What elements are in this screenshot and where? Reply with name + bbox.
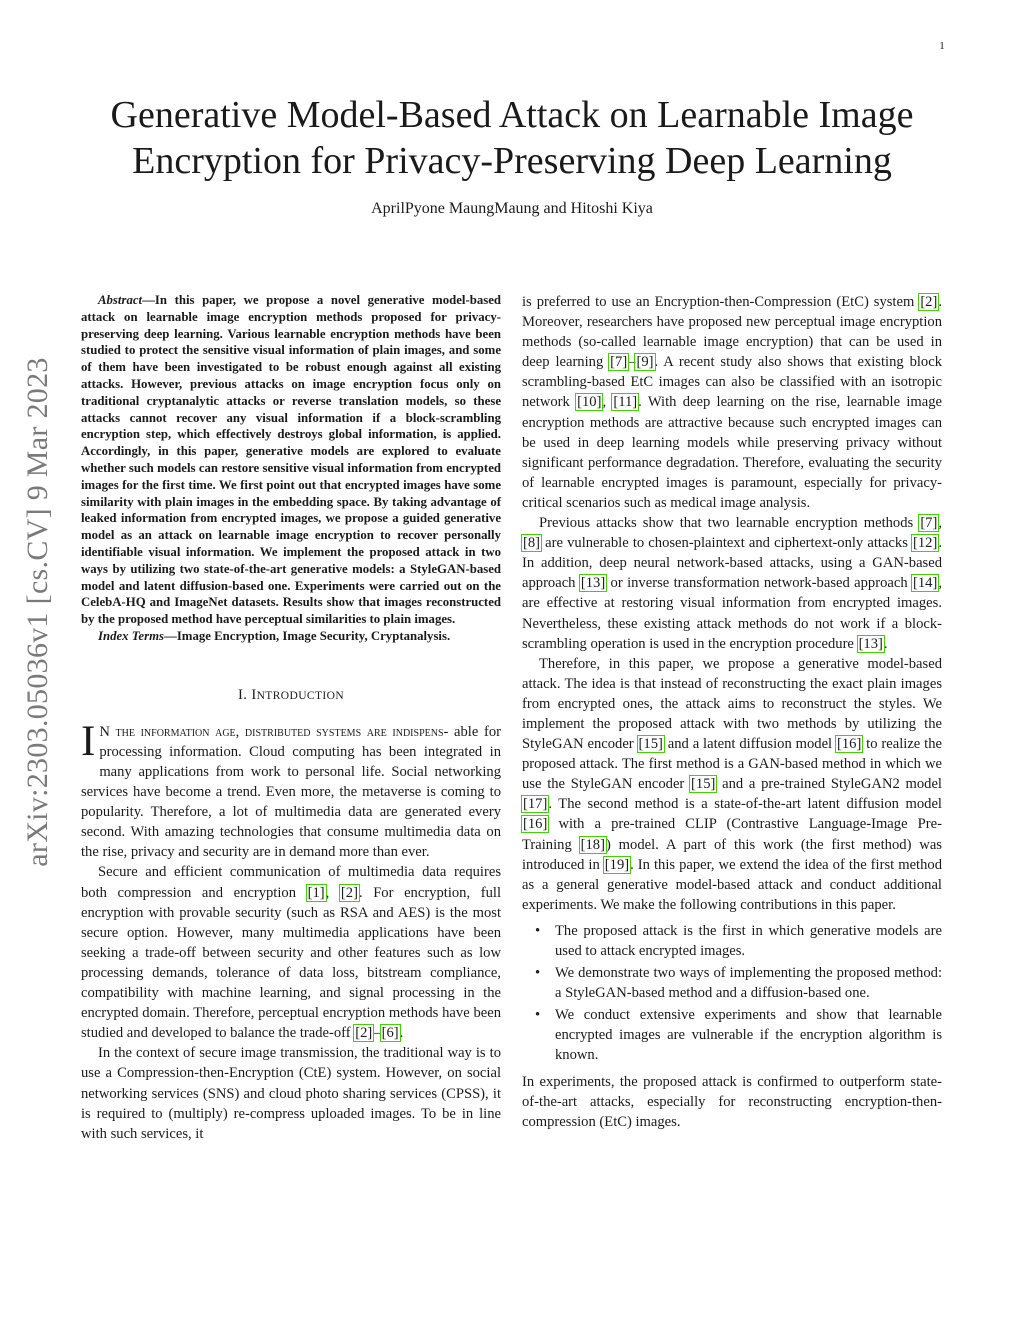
text-run: – xyxy=(373,1025,381,1042)
citation-link[interactable]: [2] xyxy=(340,884,358,901)
citation-link[interactable]: [13] xyxy=(858,635,883,652)
text-run: , xyxy=(325,884,340,901)
page-number: 1 xyxy=(939,40,945,52)
citation-link[interactable]: [9] xyxy=(636,354,654,371)
text-run: . A recent study also shows that existing block scrambling-based EtC images can also be classified with an isotropic network xyxy=(522,354,942,411)
section-title-rest: NTRODUCTION xyxy=(256,689,345,702)
text-run: Secure and efficient communication of multimedia data requires both compression and encryption xyxy=(81,864,501,901)
text-run: Previous attacks show that two learnable encryption methods xyxy=(539,515,920,532)
text-run: is preferred to use an Encryption-then-Compression (EtC) system xyxy=(522,294,920,310)
citation-link[interactable]: [18] xyxy=(580,836,605,853)
text-run: . For encryption, full encryption with provable security (such as RSA and AES) is the most secure option. However, many multimedia applications have been seeking a trade-off between security and other features such as low processing demands, tolerance of data loss, bitstream compliance, compatibility with machine learning, and signal processing in the encrypted domain. Therefore, perceptual encryption methods have been studied and developed to balance the trade-off xyxy=(81,884,501,1042)
text-run: are vulnerable to chosen-plaintext and ciphertext-only attacks xyxy=(541,535,913,552)
author-list: AprilPyone MaungMaung and Hitoshi Kiya xyxy=(371,200,653,217)
citation-link[interactable]: [12] xyxy=(913,535,938,552)
intro-paragraph-3-continued xyxy=(522,292,942,513)
section-title-initial: I xyxy=(251,686,257,703)
citation-link[interactable]: [13] xyxy=(580,575,606,592)
text-run: . In addition, deep neural network-based attacks, using a GAN-based approach xyxy=(522,535,942,592)
text-run: . Moreover, researchers have proposed new perceptual image encryption methods (so-called learnable image encryption) that can be used in deep learning xyxy=(522,294,942,371)
contribution-item: • We conduct extensive experiments and show that learnable encrypted images are vulnerable if the encryption algorithm is known. xyxy=(522,1005,942,1065)
citation-link[interactable]: [11] xyxy=(613,394,638,411)
text-run: . xyxy=(399,1025,404,1042)
drop-cap: I xyxy=(81,717,96,765)
citation-link[interactable]: [19] xyxy=(604,856,630,873)
text-run: , are effective at restoring visual information from encrypted images. Nevertheless, these existing attack methods do not work if a block-scrambling operation is used in the encryption procedure xyxy=(522,575,942,652)
paper-title-line-2: Encryption for Privacy-Preserving Deep Learning xyxy=(132,140,892,182)
text-run: , xyxy=(938,515,942,532)
citation-link[interactable]: [2] xyxy=(355,1025,373,1042)
citation-link[interactable]: [16] xyxy=(836,736,862,753)
citation-link[interactable]: [10] xyxy=(577,394,602,411)
citation-link[interactable]: [15] xyxy=(691,776,716,793)
index-terms xyxy=(81,628,501,645)
intro-paragraph-4 xyxy=(522,513,942,654)
text-run: and a pre-trained StyleGAN2 model xyxy=(716,776,942,793)
citation-link[interactable]: [14] xyxy=(913,575,938,592)
abstract xyxy=(81,292,501,628)
right-column xyxy=(522,292,942,1132)
contributions-list xyxy=(522,921,942,1066)
text-run: – xyxy=(628,354,636,371)
section-heading-introduction xyxy=(81,685,501,706)
intro-paragraph-3: In the context of secure image transmission, the traditional way is to use a Compression-then-Encryption (CtE) system. However, on social networking services (SNS) and cloud photo sharing services (CPSS), it is required to (multiply) re-compress uploaded images. To be in line with such services, it xyxy=(81,1045,501,1142)
text-run: . xyxy=(883,635,888,652)
text-run: and a latent diffusion model xyxy=(663,736,836,753)
index-terms-label: Index Terms xyxy=(98,628,165,643)
contribution-item: • The proposed attack is the first in which generative models are used to attack encrypted images. xyxy=(522,921,942,961)
intro-paragraph-1 xyxy=(81,717,501,863)
intro-paragraph-5 xyxy=(522,654,942,915)
section-number: I. xyxy=(237,686,252,703)
paper-title xyxy=(60,92,964,184)
contribution-item: • We demonstrate two ways of implementing the proposed method: a StyleGAN-based method and a diffusion-based one. xyxy=(522,963,942,1003)
citation-link[interactable]: [16] xyxy=(523,816,548,833)
citation-link[interactable]: [7] xyxy=(920,515,938,532)
intro-paragraph-1-text: able for processing information. Cloud computing has been integrated in many applications from work to personal life. Social networking services have become a trend. Even more, the metaverse is coming to popularity. Therefore, a lot of multimedia data are generated every second. With amazing technologies that consume multimedia data on the rise, privacy and security are in demand more than ever. xyxy=(81,723,501,861)
abstract-text: —In this paper, we propose a novel generative model-based attack on learnable image encryption methods proposed for privacy-preserving deep learning. Various learnable encryption methods have been studied to protect the sensitive visual information of plain images, and some of them have been investigated to be robust enough against all existing attacks. However, previous attacks on image encryption focus only on traditional cryptanalytic attacks or reverse translation models, so these attacks cannot recover any visual information if a block-scrambling encryption step, which effectively destroys global information, is applied. Accordingly, in this paper, generative models are explored to evaluate whether such models can restore sensitive visual information from encrypted images for the first time. We first point out that encrypted images have some similarity with plain images in the embedding space. By taking advantage of leaked information from encrypted images, we propose a guided generative model as an attack on learnable image encryption to recover personally identifiable visual information. We implement the proposed attack in two ways by utilizing two state-of-the-art generative models: a StyleGAN-based model and latent diffusion-based one. Experiments were carried out on the CelebA-HQ and ImageNet datasets. Results show that images reconstructed by the proposed method have perceptual similarities to plain images. xyxy=(81,293,501,627)
citation-link[interactable]: [1] xyxy=(307,884,325,901)
intro-paragraph-6: In experiments, the proposed attack is confirmed to outperform state-of-the-art attacks, especially for reconstructing encryption-then-compression (EtC) images. xyxy=(522,1073,942,1130)
intro-paragraph-2 xyxy=(81,862,501,1043)
citation-link[interactable]: [2] xyxy=(920,294,938,310)
text-run: . In this paper, we extend the idea of the first method as a general generative model-based attack and conduct additional experiments. We make the following contributions in this paper. xyxy=(522,856,942,913)
paper-title-line-1: Generative Model-Based Attack on Learnable Image xyxy=(110,94,914,136)
text-run: with a pre-trained CLIP (Contrastive Language-Image Pre-Training xyxy=(522,816,942,853)
intro-lead-in: N the information age, distributed systems are indispens- xyxy=(99,723,449,740)
text-run: to realize the proposed attack. The first method is a GAN-based method in which we use the StyleGAN encoder xyxy=(522,736,942,793)
text-run: , xyxy=(602,394,613,411)
arxiv-identifier-text: arXiv:2303.05036v1 [cs.CV] 9 Mar 2023 xyxy=(21,357,54,867)
text-run: or inverse transformation network-based approach xyxy=(606,575,913,592)
text-run: ) model. A part of this work (the first method) was introduced in xyxy=(522,836,942,873)
abstract-label: Abstract xyxy=(98,293,143,307)
citation-link[interactable]: [17] xyxy=(523,796,548,813)
text-run: . With deep learning on the rise, learnable image encryption methods are attractive because such encrypted images can be used in deep learning models while preserving privacy without significant performance degradation. Therefore, evaluating the security of learnable encrypted images is paramount, especially for privacy-critical scenarios such as medical image analysis. xyxy=(522,394,942,511)
citation-link[interactable]: [15] xyxy=(638,736,663,753)
text-run: Therefore, in this paper, we propose a generative model-based attack. The idea is that instead of reconstructing the exact plain images from encrypted ones, the attack aims to reconstruct the styles. We implement the proposed attack with two methods by utilizing the StyleGAN encoder xyxy=(522,655,942,753)
index-terms-text: —Image Encryption, Image Security, Cryptanalysis. xyxy=(164,628,451,643)
citation-link[interactable]: [8] xyxy=(523,535,541,552)
citation-link[interactable]: [6] xyxy=(381,1025,399,1042)
citation-link[interactable]: [7] xyxy=(610,354,628,371)
text-run: . The second method is a state-of-the-art latent diffusion model xyxy=(548,796,942,813)
left-column xyxy=(81,292,501,1144)
